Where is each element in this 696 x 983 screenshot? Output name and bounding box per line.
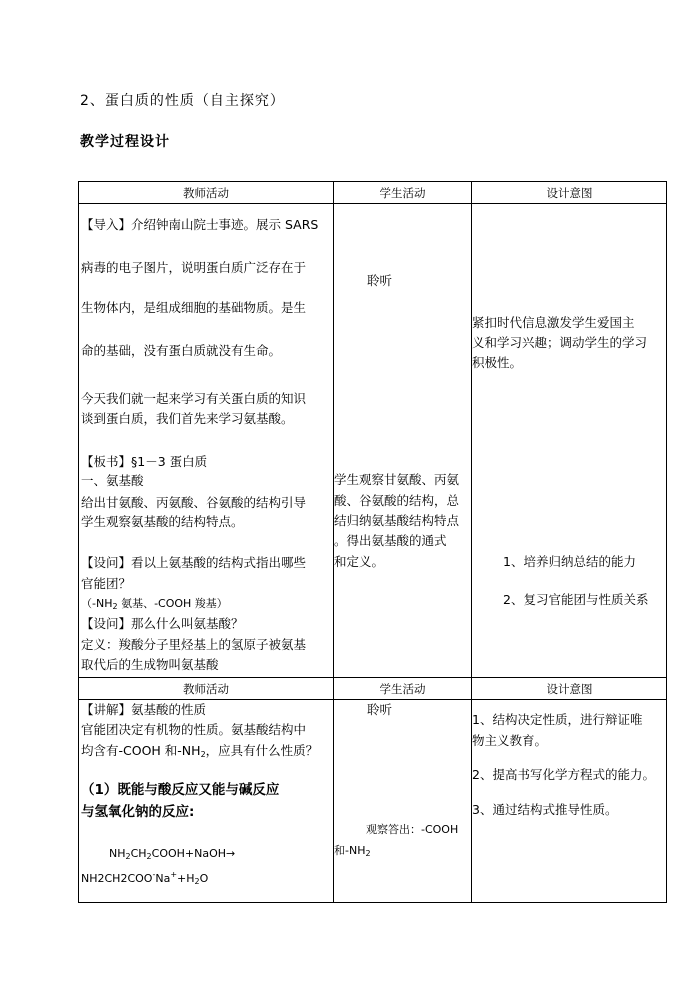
intent-text: 紧扣时代信息激发学生爱国主 [472,315,635,330]
teacher-text: 给出甘氨酸、丙氨酸、谷氨酸的结构引导 [81,495,307,510]
student-text: 聆听 [367,702,393,717]
teacher-text: 学生观察氨基酸的结构特点。 [81,514,244,529]
teacher-text: 定义：羧酸分子里烃基上的氢原子被氨基 [81,637,307,652]
intent-text: 3、通过结构式推导性质。 [472,802,618,817]
teacher-text: 【设问】那么什么叫氨基酸？ [81,616,244,631]
teacher-text: 【讲解】氨基酸的性质 [81,702,207,717]
header-teacher: 教师活动 [183,186,229,200]
teacher-text: 生物体内，是组成细胞的基础物质。是生 [81,300,307,315]
header-intent: 设计意图 [546,186,593,200]
intent-text: 物主义教育。 [472,733,548,748]
section-heading: 2、蛋白质的性质（自主探究） [80,93,285,109]
lesson-table [78,181,667,903]
row-divider [79,699,666,700]
teacher-text: 官能团？ [81,576,132,591]
intent-text: 1、培养归纳总结的能力 [503,554,636,569]
teacher-text: （$-NH_2$ 氨基、-COOH 羧基） [81,597,228,611]
teacher-text: 均含有-COOH 和$-NH_2$，应具有什么性质？ [81,743,319,759]
teacher-text: 一、氨基酸 [81,473,144,488]
equation: $NH2CH2COO^-Na^++H_2O$ [81,870,209,886]
teacher-text: 谈到蛋白质，我们首先来学习氨基酸。 [81,411,294,426]
student-text: 聆听 [367,273,393,288]
column-divider [471,182,472,902]
teacher-text: 病毒的电子图片，说明蛋白质广泛存在于 [81,260,307,275]
student-text: 结归纳氨基酸结构特点 [334,513,460,528]
teacher-text: （1）既能与酸反应又能与碱反应 [81,782,280,798]
teacher-text: 今天我们就一起来学习有关蛋白质的知识 [81,391,307,406]
student-text: 酸、谷氨酸的结构，总 [334,493,460,508]
row-divider [79,203,666,204]
teacher-text: 命的基础，没有蛋白质就没有生命。 [81,343,282,358]
row-divider [79,677,666,678]
intent-text: 2、提高书写化学方程式的能力。 [472,767,655,782]
equation: $NH_2CH_2COOH+NaOH\to$ [109,847,236,861]
teacher-text: 取代后的生成物叫氨基酸 [81,657,219,672]
intent-text: 义和学习兴趣；调动学生的学习 [472,335,648,350]
student-text: 学生观察甘氨酸、丙氨 [334,472,460,487]
intent-text: 1、结构决定性质，进行辩证唯 [472,712,643,727]
header-student: 学生活动 [379,186,426,200]
student-text: 。得出氨基酸的通式 [334,533,447,548]
student-text: 和定义。 [334,554,385,569]
intent-text: 积极性。 [472,355,523,370]
header-student: 学生活动 [379,682,426,696]
page-title: 教学过程设计 [80,134,170,150]
header-intent: 设计意图 [546,682,593,696]
header-teacher: 教师活动 [183,682,229,696]
teacher-text: 【设问】看以上氨基酸的结构式指出哪些 [81,555,307,570]
teacher-text: 官能团决定有机物的性质。氨基酸结构中 [81,722,307,737]
teacher-text: 与氢氧化钠的反应: [81,804,195,820]
teacher-text: 【导入】介绍钟南山院士事迹。展示 SARS [81,217,319,232]
teacher-text: 【板书】§1－3 蛋白质 [81,454,208,469]
intent-text: 2、复习官能团与性质关系 [503,592,649,607]
student-text: 和$-NH_2$ [334,844,371,858]
student-text: 观察答出：-COOH [366,823,459,836]
